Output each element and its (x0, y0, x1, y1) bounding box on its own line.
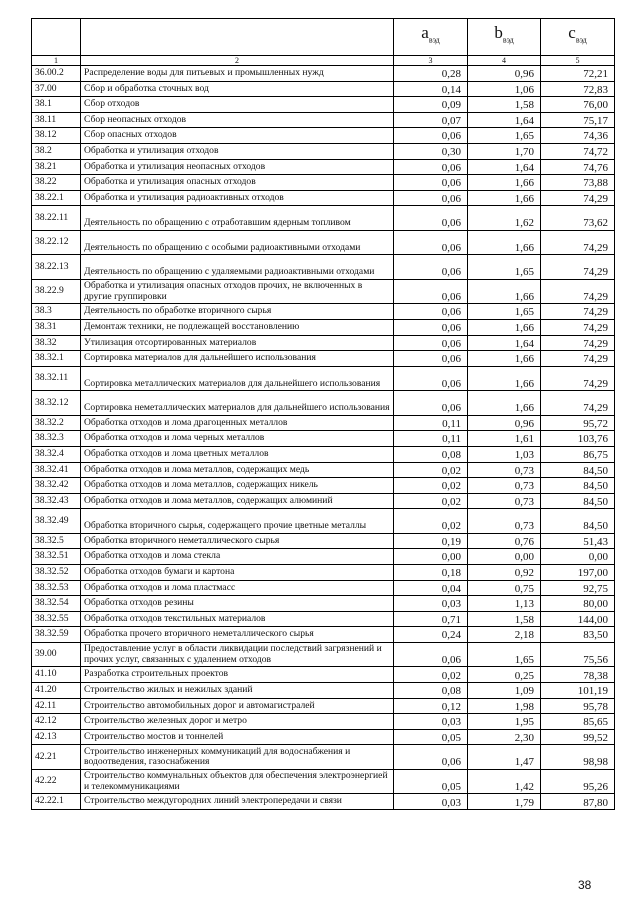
row-b-value-cell: 0,25 (468, 667, 541, 683)
row-b-value-cell: 1,66 (468, 190, 541, 206)
row-c-value-cell: 83,50 (541, 627, 615, 643)
row-a-value-cell: 0,05 (394, 729, 468, 745)
row-code-cell: 42.21 (32, 745, 81, 770)
header-b-letter: b (494, 23, 503, 43)
row-c-value-cell: 74,29 (541, 391, 615, 416)
row-name-cell: Строительство автомобильных дорог и автомагистралей (81, 698, 394, 714)
row-name-cell: Обработка отходов бумаги и картона (81, 564, 394, 580)
row-code-cell: 38.32.41 (32, 462, 81, 478)
header-cell-code (32, 19, 81, 56)
row-a-value-cell: 0,06 (394, 190, 468, 206)
row-name-cell: Обработка и утилизация опасных отходов (81, 175, 394, 191)
row-b-value-cell: 1,70 (468, 143, 541, 159)
row-a-value-cell: 0,19 (394, 533, 468, 549)
row-c-value-cell: 73,62 (541, 206, 615, 231)
row-b-value-cell: 1,66 (468, 366, 541, 391)
row-name-cell: Обработка отходов и лома металлов, содержащих медь (81, 462, 394, 478)
row-a-value-cell: 0,08 (394, 683, 468, 699)
table-row (32, 190, 615, 206)
row-c-value-cell: 84,50 (541, 509, 615, 534)
row-code-cell: 38.31 (32, 319, 81, 335)
row-a-value-cell: 0,12 (394, 698, 468, 714)
row-code-cell: 38.32.54 (32, 596, 81, 612)
row-name-cell: Обработка отходов и лома драгоценных металлов (81, 415, 394, 431)
row-name-cell: Обработка отходов и лома пластмасс (81, 580, 394, 596)
column-index-5: 5 (541, 56, 615, 66)
row-a-value-cell: 0,14 (394, 81, 468, 97)
table-row (32, 366, 615, 391)
column-index-2: 2 (81, 56, 394, 66)
header-a-letter: a (421, 23, 429, 43)
table-row (32, 611, 615, 627)
row-b-value-cell: 0,00 (468, 549, 541, 565)
row-code-cell: 38.32.2 (32, 415, 81, 431)
row-code-cell: 42.22 (32, 769, 81, 794)
header-b-sub: вэд (502, 35, 514, 45)
row-c-value-cell: 197,00 (541, 564, 615, 580)
table-row (32, 351, 615, 367)
row-c-value-cell: 74,36 (541, 128, 615, 144)
row-c-value-cell: 84,50 (541, 478, 615, 494)
row-b-value-cell: 0,73 (468, 509, 541, 534)
table-row (32, 206, 615, 231)
row-a-value-cell: 0,06 (394, 175, 468, 191)
row-a-value-cell: 0,06 (394, 255, 468, 280)
row-code-cell: 38.32.49 (32, 509, 81, 534)
row-c-value-cell: 72,21 (541, 66, 615, 82)
row-c-value-cell: 74,29 (541, 255, 615, 280)
row-c-value-cell: 75,17 (541, 112, 615, 128)
row-code-cell: 38.11 (32, 112, 81, 128)
row-c-value-cell: 99,52 (541, 729, 615, 745)
table-row (32, 698, 615, 714)
row-name-cell: Обработка отходов и лома металлов, содержащих никель (81, 478, 394, 494)
row-b-value-cell: 1,66 (468, 351, 541, 367)
row-b-value-cell: 1,65 (468, 642, 541, 667)
row-code-cell: 38.32.12 (32, 391, 81, 416)
row-code-cell: 38.2 (32, 143, 81, 159)
row-c-value-cell: 74,29 (541, 366, 615, 391)
row-a-value-cell: 0,06 (394, 351, 468, 367)
row-name-cell: Сортировка неметаллических материалов для дальнейшего использования (81, 391, 394, 416)
row-c-value-cell: 144,00 (541, 611, 615, 627)
row-a-value-cell: 0,02 (394, 509, 468, 534)
row-c-value-cell: 75,56 (541, 642, 615, 667)
row-code-cell: 38.22 (32, 175, 81, 191)
page-number: 38 (578, 878, 592, 892)
row-a-value-cell: 0,18 (394, 564, 468, 580)
row-code-cell: 38.22.9 (32, 279, 81, 304)
table-row (32, 431, 615, 447)
row-b-value-cell: 1,03 (468, 446, 541, 462)
row-a-value-cell: 0,02 (394, 493, 468, 509)
row-a-value-cell: 0,24 (394, 627, 468, 643)
column-index-4: 4 (468, 56, 541, 66)
row-a-value-cell: 0,06 (394, 745, 468, 770)
row-code-cell: 38.32.55 (32, 611, 81, 627)
row-a-value-cell: 0,06 (394, 128, 468, 144)
row-code-cell: 38.32.4 (32, 446, 81, 462)
row-b-value-cell: 1,42 (468, 769, 541, 794)
row-b-value-cell: 1,65 (468, 128, 541, 144)
row-b-value-cell: 0,96 (468, 66, 541, 82)
row-c-value-cell: 74,29 (541, 230, 615, 255)
row-a-value-cell: 0,06 (394, 366, 468, 391)
row-b-value-cell: 0,73 (468, 493, 541, 509)
row-name-cell: Обработка отходов и лома цветных металлов (81, 446, 394, 462)
row-code-cell: 38.32.3 (32, 431, 81, 447)
row-name-cell: Обработка и утилизация неопасных отходов (81, 159, 394, 175)
row-code-cell: 38.32.11 (32, 366, 81, 391)
row-c-value-cell: 76,00 (541, 97, 615, 113)
column-index-row (32, 56, 615, 66)
table-row (32, 159, 615, 175)
row-b-value-cell: 1,62 (468, 206, 541, 231)
row-code-cell: 38.32.52 (32, 564, 81, 580)
row-b-value-cell: 1,65 (468, 255, 541, 280)
row-a-value-cell: 0,08 (394, 446, 468, 462)
row-b-value-cell: 1,66 (468, 319, 541, 335)
row-name-cell: Деятельность по обработке вторичного сырья (81, 304, 394, 320)
row-c-value-cell: 73,88 (541, 175, 615, 191)
table-row (32, 596, 615, 612)
row-name-cell: Обработка вторичного неметаллического сырья (81, 533, 394, 549)
row-c-value-cell: 74,29 (541, 335, 615, 351)
row-a-value-cell: 0,09 (394, 97, 468, 113)
row-b-value-cell: 1,66 (468, 230, 541, 255)
row-c-value-cell: 84,50 (541, 462, 615, 478)
row-name-cell: Сбор и обработка сточных вод (81, 81, 394, 97)
header-cell-b (468, 19, 541, 56)
row-a-value-cell: 0,07 (394, 112, 468, 128)
row-c-value-cell: 74,29 (541, 351, 615, 367)
row-b-value-cell: 1,65 (468, 304, 541, 320)
row-b-value-cell: 1,13 (468, 596, 541, 612)
column-index-3: 3 (394, 56, 468, 66)
table-row (32, 627, 615, 643)
row-b-value-cell: 0,75 (468, 580, 541, 596)
table-row (32, 66, 615, 82)
row-code-cell: 36.00.2 (32, 66, 81, 82)
table-row (32, 667, 615, 683)
row-name-cell: Строительство инженерных коммуникаций для водоснабжения и водоотведения, газоснабжения (81, 745, 394, 770)
row-a-value-cell: 0,06 (394, 159, 468, 175)
row-name-cell: Демонтаж техники, не подлежащей восстановлению (81, 319, 394, 335)
row-code-cell: 38.12 (32, 128, 81, 144)
table-row (32, 564, 615, 580)
table-row (32, 478, 615, 494)
row-c-value-cell: 84,50 (541, 493, 615, 509)
row-a-value-cell: 0,06 (394, 279, 468, 304)
row-b-value-cell: 1,66 (468, 279, 541, 304)
row-name-cell: Строительство жилых и нежилых зданий (81, 683, 394, 699)
column-index-1: 1 (32, 56, 81, 66)
row-name-cell: Обработка прочего вторичного неметаллического сырья (81, 627, 394, 643)
row-code-cell: 38.32.51 (32, 549, 81, 565)
table-row (32, 729, 615, 745)
row-a-value-cell: 0,11 (394, 431, 468, 447)
row-c-value-cell: 101,19 (541, 683, 615, 699)
table-row (32, 255, 615, 280)
row-code-cell: 42.22.1 (32, 794, 81, 810)
row-name-cell: Обработка отходов и лома черных металлов (81, 431, 394, 447)
row-code-cell: 42.12 (32, 714, 81, 730)
header-cell-name (81, 19, 394, 56)
row-b-value-cell: 1,66 (468, 175, 541, 191)
row-c-value-cell: 95,26 (541, 769, 615, 794)
header-c-letter: c (568, 23, 576, 43)
table-row (32, 745, 615, 770)
row-c-value-cell: 95,78 (541, 698, 615, 714)
row-a-value-cell: 0,06 (394, 391, 468, 416)
table-row (32, 794, 615, 810)
row-name-cell: Сбор отходов (81, 97, 394, 113)
row-a-value-cell: 0,11 (394, 415, 468, 431)
row-code-cell: 38.32.53 (32, 580, 81, 596)
header-c-sub: вэд (575, 35, 587, 45)
row-b-value-cell: 1,64 (468, 159, 541, 175)
row-c-value-cell: 74,29 (541, 319, 615, 335)
row-c-value-cell: 74,29 (541, 190, 615, 206)
table-row (32, 175, 615, 191)
row-code-cell: 38.32.5 (32, 533, 81, 549)
header-cell-a (394, 19, 468, 56)
row-b-value-cell: 2,30 (468, 729, 541, 745)
row-c-value-cell: 72,83 (541, 81, 615, 97)
row-name-cell: Сбор опасных отходов (81, 128, 394, 144)
row-code-cell: 39.00 (32, 642, 81, 667)
row-a-value-cell: 0,06 (394, 206, 468, 231)
row-b-value-cell: 1,58 (468, 97, 541, 113)
row-code-cell: 38.32 (32, 335, 81, 351)
row-name-cell: Строительство коммунальных объектов для обеспечения электроэнергией и телекоммуникациями (81, 769, 394, 794)
row-a-value-cell: 0,02 (394, 478, 468, 494)
row-a-value-cell: 0,00 (394, 549, 468, 565)
row-code-cell: 38.3 (32, 304, 81, 320)
row-c-value-cell: 74,29 (541, 304, 615, 320)
header-cell-c (541, 19, 615, 56)
row-a-value-cell: 0,03 (394, 714, 468, 730)
row-code-cell: 38.32.1 (32, 351, 81, 367)
row-name-cell: Строительство мостов и тоннелей (81, 729, 394, 745)
row-name-cell: Обработка отходов резины (81, 596, 394, 612)
table-row (32, 533, 615, 549)
row-b-value-cell: 1,58 (468, 611, 541, 627)
row-b-value-cell: 2,18 (468, 627, 541, 643)
row-c-value-cell: 51,43 (541, 533, 615, 549)
row-c-value-cell: 86,75 (541, 446, 615, 462)
row-code-cell: 42.13 (32, 729, 81, 745)
table-row (32, 112, 615, 128)
row-b-value-cell: 1,79 (468, 794, 541, 810)
row-a-value-cell: 0,06 (394, 642, 468, 667)
table-row (32, 128, 615, 144)
row-c-value-cell: 92,75 (541, 580, 615, 596)
table-row (32, 391, 615, 416)
row-code-cell: 42.11 (32, 698, 81, 714)
table-row (32, 642, 615, 667)
table-row (32, 462, 615, 478)
row-name-cell: Разработка строительных проектов (81, 667, 394, 683)
row-name-cell: Деятельность по обращению с удаляемыми радиоактивными отходами (81, 255, 394, 280)
row-name-cell: Деятельность по обращению с особыми радиоактивными отходами (81, 230, 394, 255)
row-name-cell: Обработка отходов и лома металлов, содержащих алюминий (81, 493, 394, 509)
row-c-value-cell: 85,65 (541, 714, 615, 730)
row-code-cell: 41.10 (32, 667, 81, 683)
row-a-value-cell: 0,06 (394, 335, 468, 351)
row-b-value-cell: 1,61 (468, 431, 541, 447)
row-a-value-cell: 0,30 (394, 143, 468, 159)
row-b-value-cell: 0,76 (468, 533, 541, 549)
table-row (32, 97, 615, 113)
row-code-cell: 38.22.11 (32, 206, 81, 231)
table-row (32, 769, 615, 794)
row-a-value-cell: 0,03 (394, 794, 468, 810)
header-row (32, 19, 615, 56)
row-a-value-cell: 0,02 (394, 462, 468, 478)
row-c-value-cell: 80,00 (541, 596, 615, 612)
row-name-cell: Строительство междугородних линий электропередачи и связи (81, 794, 394, 810)
row-c-value-cell: 0,00 (541, 549, 615, 565)
row-a-value-cell: 0,06 (394, 230, 468, 255)
row-c-value-cell: 74,76 (541, 159, 615, 175)
row-c-value-cell: 78,38 (541, 667, 615, 683)
row-b-value-cell: 1,98 (468, 698, 541, 714)
row-b-value-cell: 0,73 (468, 462, 541, 478)
table-row (32, 683, 615, 699)
row-a-value-cell: 0,28 (394, 66, 468, 82)
table-row (32, 549, 615, 565)
row-name-cell: Обработка и утилизация радиоактивных отходов (81, 190, 394, 206)
row-name-cell: Обработка отходов текстильных материалов (81, 611, 394, 627)
row-a-value-cell: 0,05 (394, 769, 468, 794)
table-row (32, 415, 615, 431)
row-name-cell: Распределение воды для питьевых и промышленных нужд (81, 66, 394, 82)
row-name-cell: Обработка и утилизация отходов (81, 143, 394, 159)
row-name-cell: Строительство железных дорог и метро (81, 714, 394, 730)
row-b-value-cell: 0,96 (468, 415, 541, 431)
row-c-value-cell: 103,76 (541, 431, 615, 447)
row-a-value-cell: 0,02 (394, 667, 468, 683)
row-a-value-cell: 0,04 (394, 580, 468, 596)
row-b-value-cell: 1,47 (468, 745, 541, 770)
row-name-cell: Сортировка металлических материалов для дальнейшего использования (81, 366, 394, 391)
row-code-cell: 38.22.1 (32, 190, 81, 206)
row-name-cell: Обработка отходов и лома стекла (81, 549, 394, 565)
row-a-value-cell: 0,03 (394, 596, 468, 612)
table-row (32, 81, 615, 97)
table-row (32, 580, 615, 596)
row-b-value-cell: 1,66 (468, 391, 541, 416)
row-b-value-cell: 0,92 (468, 564, 541, 580)
header-a-sub: вэд (428, 35, 440, 45)
row-name-cell: Сбор неопасных отходов (81, 112, 394, 128)
row-name-cell: Предоставление услуг в области ликвидации последствий загрязнений и прочих услуг, связанных с удалением отходов (81, 642, 394, 667)
row-c-value-cell: 98,98 (541, 745, 615, 770)
row-b-value-cell: 1,06 (468, 81, 541, 97)
row-b-value-cell: 1,09 (468, 683, 541, 699)
row-code-cell: 37.00 (32, 81, 81, 97)
row-c-value-cell: 87,80 (541, 794, 615, 810)
row-code-cell: 38.22.12 (32, 230, 81, 255)
table-row (32, 493, 615, 509)
row-code-cell: 38.1 (32, 97, 81, 113)
row-c-value-cell: 74,72 (541, 143, 615, 159)
okved-coefficients-table (31, 18, 615, 810)
row-a-value-cell: 0,71 (394, 611, 468, 627)
table-row (32, 714, 615, 730)
row-name-cell: Обработка и утилизация опасных отходов прочих, не включенных в другие группировки (81, 279, 394, 304)
row-a-value-cell: 0,06 (394, 304, 468, 320)
row-name-cell: Обработка вторичного сырья, содержащего прочие цветные металлы (81, 509, 394, 534)
table-row (32, 509, 615, 534)
table-row (32, 335, 615, 351)
row-code-cell: 38.32.43 (32, 493, 81, 509)
row-name-cell: Деятельность по обращению с отработавшим ядерным топливом (81, 206, 394, 231)
row-code-cell: 38.22.13 (32, 255, 81, 280)
table-row (32, 446, 615, 462)
row-code-cell: 38.32.59 (32, 627, 81, 643)
table-row (32, 143, 615, 159)
row-name-cell: Сортировка материалов для дальнейшего использования (81, 351, 394, 367)
row-c-value-cell: 95,72 (541, 415, 615, 431)
row-c-value-cell: 74,29 (541, 279, 615, 304)
row-code-cell: 41.20 (32, 683, 81, 699)
table-row (32, 230, 615, 255)
row-a-value-cell: 0,06 (394, 319, 468, 335)
table-row (32, 279, 615, 304)
row-b-value-cell: 1,95 (468, 714, 541, 730)
row-b-value-cell: 1,64 (468, 112, 541, 128)
table-row (32, 304, 615, 320)
row-code-cell: 38.32.42 (32, 478, 81, 494)
row-code-cell: 38.21 (32, 159, 81, 175)
table-row (32, 319, 615, 335)
row-b-value-cell: 0,73 (468, 478, 541, 494)
row-b-value-cell: 1,64 (468, 335, 541, 351)
row-name-cell: Утилизация отсортированных материалов (81, 335, 394, 351)
table-body (32, 19, 615, 810)
